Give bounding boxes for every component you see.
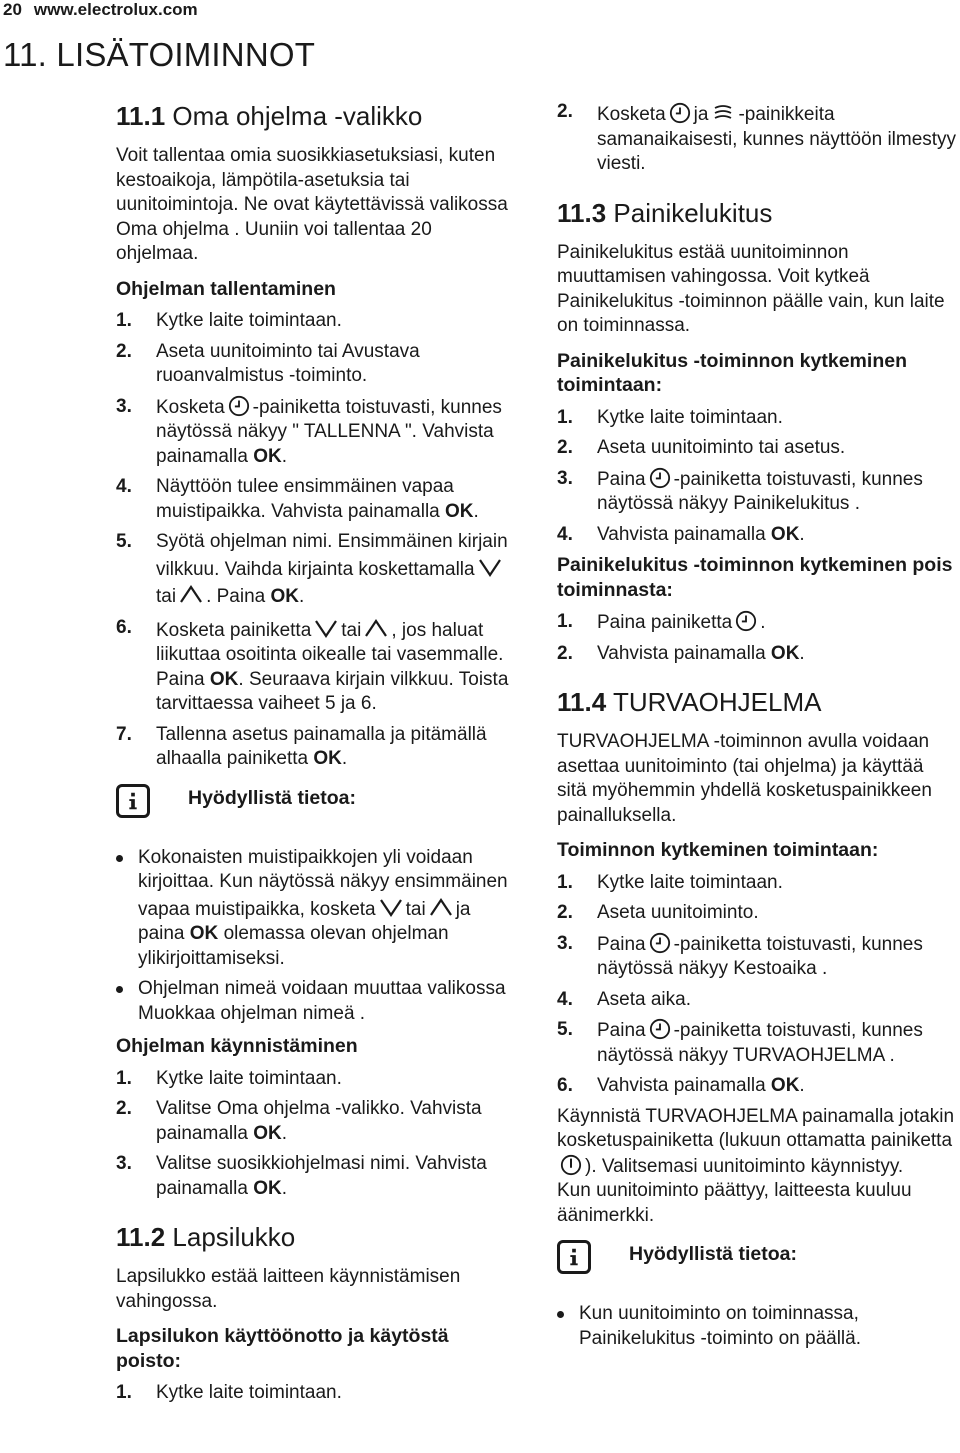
page-header bbox=[3, 0, 198, 20]
list-item: 4. Aseta aika. bbox=[557, 988, 691, 1010]
info-bullets bbox=[116, 846, 516, 1027]
list-item: 7. Tallenna asetus painamalla ja pitämällä alhaalla painiketta OK. bbox=[116, 723, 487, 769]
info-icon bbox=[557, 1240, 591, 1274]
right-column bbox=[557, 100, 957, 1359]
list-item: 1. Kytke laite toimintaan. bbox=[116, 1382, 342, 1403]
page-number: 20 bbox=[3, 0, 22, 19]
safe-program-end-paragraph: Kun uunitoiminto päättyy, laitteesta kuuluu äänimerkki. bbox=[557, 1180, 912, 1226]
chevron-up-icon bbox=[429, 895, 453, 919]
info-bullets bbox=[557, 1302, 957, 1351]
key-lock-off-heading: Painikelukitus -toiminnon kytkeminen pois toiminnasta: bbox=[557, 554, 953, 601]
info-icon bbox=[116, 784, 150, 818]
safe-program-paragraph: Käynnistä TURVAOHJELMA painamalla jotakin kosketuspainiketta (lukuun ottamatta painiketta). Valitsemasi uunitoiminto käynnistyy. bbox=[557, 1105, 955, 1177]
chevron-down-icon bbox=[478, 555, 502, 579]
list-item: Kun uunitoiminto on toiminnassa, Painikelukitus -toiminto on päällä. bbox=[557, 1302, 957, 1351]
child-lock-heading: Lapsilukon käyttöönotto ja käytöstä poisto: bbox=[116, 1325, 449, 1372]
list-item: 3. Paina -painiketta toistuvasti, kunnes näytössä näkyy Painikelukitus . bbox=[557, 467, 923, 514]
list-item: 2. Aseta uunitoiminto. bbox=[557, 902, 759, 923]
list-item: 1. Paina painiketta . bbox=[557, 611, 766, 633]
list-item: 4. Vahvista painamalla OK. bbox=[557, 523, 805, 545]
chapter-number: 11. bbox=[3, 36, 48, 73]
clock-icon bbox=[669, 102, 691, 124]
chevron-down-icon bbox=[379, 895, 403, 919]
list-item: 4. Näyttöön tulee ensimmäinen vapaa muistipaikka. Vahvista painamalla OK. bbox=[116, 476, 479, 522]
list-item: 3. Kosketa -painiketta toistuvasti, kunnes näytössä näkyy " TALLENNA ". Vahvista painamalla OK. bbox=[116, 395, 502, 467]
list-item: 3. Valitse suosikkiohjelmasi nimi. Vahvista painamalla OK. bbox=[116, 1153, 487, 1199]
clock-icon bbox=[735, 610, 757, 632]
list-item: 5. Paina -painiketta toistuvasti, kunnes näytössä näkyy TURVAOHJELMA . bbox=[557, 1019, 923, 1066]
list-item: 2. Valitse Oma ohjelma -valikko. Vahvista painamalla OK. bbox=[116, 1098, 482, 1144]
list-item: 2. Aseta uunitoiminto tai Avustava ruoanvalmistus -toiminto. bbox=[116, 340, 420, 386]
clock-icon bbox=[649, 1018, 671, 1040]
chapter-heading: LISÄTOIMINNOT bbox=[56, 36, 316, 73]
section-11-1-intro: Voit tallentaa omia suosikkiasetuksiasi, kuten kestoaikoja, lämpötila-asetuksia tai uunitoimintoja. Ne ovat käytettävissä valikossa Oma ohjelma . Uuniin voi tallentaa 20 ohjelmaa. bbox=[116, 145, 508, 264]
key-lock-on-heading: Painikelukitus -toiminnon kytkeminen toimintaan: bbox=[557, 349, 907, 396]
clock-icon bbox=[649, 932, 671, 954]
start-program-heading: Ohjelman käynnistäminen bbox=[116, 1035, 358, 1057]
list-item: 1. Kytke laite toimintaan. bbox=[557, 871, 783, 893]
section-11-4-intro: TURVAOHJELMA -toiminnon avulla voidaan asettaa uunitoiminto (tai ohjelma) ja käyttää sitä myöhemmin yhdellä kosketuspainikkeen painalluksella. bbox=[557, 731, 932, 826]
section-11-3-title: 11.3 Painikelukitus bbox=[557, 197, 773, 228]
section-11-2-intro: Lapsilukko estää laitteen käynnistämisen vahingossa. bbox=[116, 1266, 461, 1312]
list-item: Kokonaisten muistipaikkojen yli voidaan kirjoittaa. Kun näytössä näkyy ensimmäinen vapaa muistipaikka, kosketa tai ja paina OK olemassa olevan ohjelman ylikirjoittamiseksi. bbox=[116, 846, 516, 972]
website-url[interactable]: www.electrolux.com bbox=[33, 0, 198, 19]
section-11-1-title: 11.1 Oma ohjelma -valikko bbox=[116, 101, 423, 131]
left-column bbox=[116, 100, 516, 1412]
list-item: 2. Aseta uunitoiminto tai asetus. bbox=[557, 437, 846, 458]
list-item: 1. Kytke laite toimintaan. bbox=[116, 310, 342, 331]
chapter-title bbox=[3, 36, 315, 74]
list-item: 6. Kosketa painiketta tai , jos haluat liikuttaa osoitinta oikealle tai vasemmalle. Paina OK. Seuraava kirjain vilkkuu. Toista tarvittaessa vaiheet 5 ja 6. bbox=[116, 616, 509, 714]
list-item: 3. Paina -painiketta toistuvasti, kunnes näytössä näkyy Kestoaika . bbox=[557, 932, 923, 979]
list-item: 1. Kytke laite toimintaan. bbox=[116, 1067, 342, 1089]
clock-icon bbox=[649, 467, 671, 489]
menu-icon bbox=[711, 100, 735, 124]
chevron-down-icon bbox=[314, 616, 338, 640]
list-item: 6. Vahvista painamalla OK. bbox=[557, 1075, 805, 1096]
info-note: Hyödyllistä tietoa: bbox=[116, 784, 516, 818]
save-program-heading: Ohjelman tallentaminen bbox=[116, 277, 336, 300]
list-item: 1. Kytke laite toimintaan. bbox=[557, 406, 783, 428]
list-item: Ohjelman nimeä voidaan muuttaa valikossa Muokkaa ohjelman nimeä . bbox=[116, 977, 516, 1026]
chevron-up-icon bbox=[179, 582, 203, 606]
section-11-3-intro: Painikelukitus estää uunitoiminnon muuttamisen vahingossa. Voit kytkeä Painikelukitus -toiminnon päälle vain, kun laite on toiminnassa. bbox=[557, 241, 945, 336]
clock-icon bbox=[228, 395, 250, 417]
section-11-4-title: 11.4 TURVAOHJELMA bbox=[557, 687, 822, 717]
safe-program-heading: Toiminnon kytkeminen toimintaan: bbox=[557, 839, 879, 861]
power-icon bbox=[560, 1154, 582, 1176]
chevron-up-icon bbox=[364, 616, 388, 640]
list-item: 2. Vahvista painamalla OK. bbox=[557, 642, 805, 664]
list-item: 5. Syötä ohjelman nimi. Ensimmäinen kirjain vilkkuu. Vaihda kirjainta koskettamallatai . Paina OK. bbox=[116, 531, 508, 607]
info-note: Hyödyllistä tietoa: bbox=[557, 1240, 957, 1274]
section-11-2-title: 11.2 Lapsilukko bbox=[116, 1222, 296, 1252]
list-item: 2. Kosketa ja -painikkeita samanaikaisesti, kunnes näyttöön ilmestyy viesti. bbox=[557, 101, 957, 174]
